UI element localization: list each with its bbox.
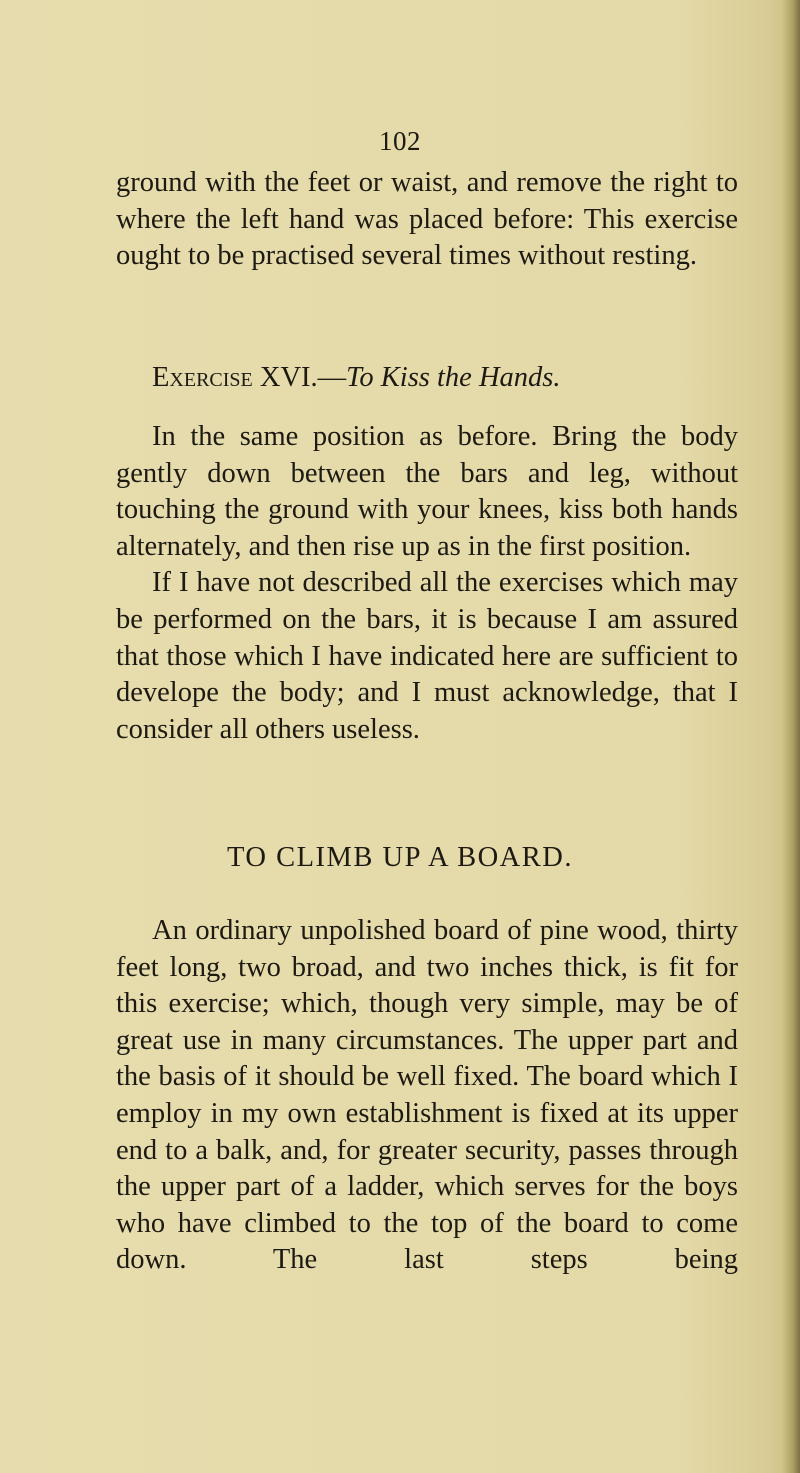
page-edge-shadow [782,0,800,1473]
section-paragraph: An ordinary unpolished board of pine wood, thirty feet long, two broad, and two inches thick, is fit for this exercise; which, though very simple, may be of great use in many circumstances. The upper part and the basis of it should be well fixed. The board which I employ in my own establishment is fixed at its upper end to a balk, and, for greater security, passes through the upper part of a ladder, which serves for the boys who have climbed to the top of the board to come down. The last steps being [116,915,738,1276]
continuation-paragraph: ground with the feet or waist, and remove the right to where the left hand was placed before: This exercise ought to be practised several times without resting. [116,167,738,272]
exercise-heading [152,360,561,396]
exercise-paragraph: If I have not described all the exercises which may be performed on the bars, it is because I am assured that those which I have indicated here are sufficient to develope the body; and I must acknowledge, that I consider all others useless. [116,567,738,745]
section-title: TO CLIMB UP A BOARD. [227,842,573,873]
exercise-body [116,419,738,748]
exercise-label: Exercise XVI. [152,362,318,393]
page-number: 102 [379,126,421,156]
continuation-text [116,165,738,275]
exercise-dash: — [317,362,347,393]
section-body [116,913,738,1279]
exercise-paragraph: In the same position as before. Bring the body gently down between the bars and leg, without touching the ground with your knees, kiss both hands alternately, and then rise up as in the first position. [116,421,738,562]
exercise-title: To Kiss the Hands. [346,362,561,393]
